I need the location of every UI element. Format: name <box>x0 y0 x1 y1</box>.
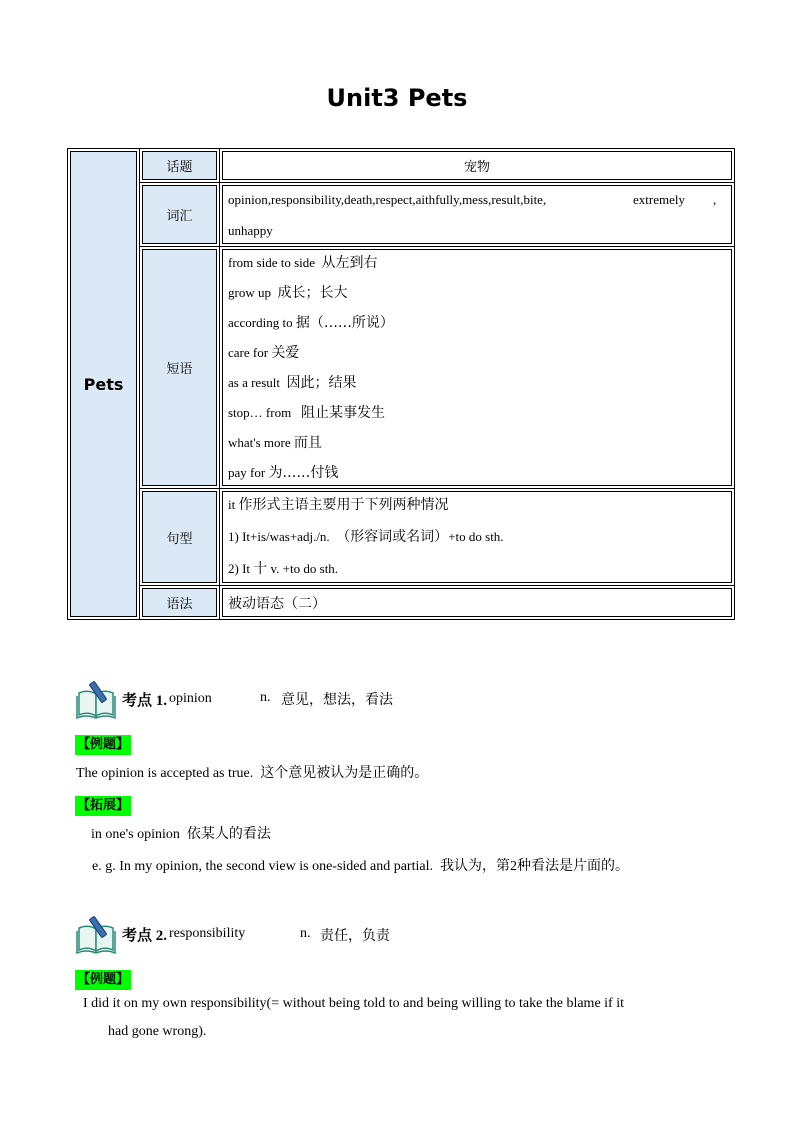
example-sentence: The opinion is accepted as true. 这个意见被认为是正确的。 <box>76 765 429 781</box>
row-category-vocab: 词汇 <box>140 183 220 247</box>
vocab-comma: , <box>713 191 717 207</box>
row-value-grammar: 被动语态（二） <box>220 586 735 620</box>
example-tag: 【例题】 <box>75 735 131 755</box>
key-point-word: responsibility <box>169 926 246 941</box>
vocab-line2: unhappy <box>228 222 273 238</box>
side-label: Pets <box>68 149 140 620</box>
row-value-vocab <box>220 183 735 247</box>
phrase-item: according to 据（……所说） <box>228 314 394 331</box>
key-point-meaning: 意见，想法，看法 <box>281 692 393 708</box>
row-value-topic: 宠物 <box>220 149 735 183</box>
row-category-topic: 话题 <box>140 149 220 183</box>
key-point-label: 考点 2. <box>122 927 168 944</box>
example-tag: 【例题】 <box>75 970 131 990</box>
phrase-item: stop… from 阻止某事发生 <box>228 404 385 421</box>
example-sentence-line1: I did it on my own responsibility(= without being told to and being willing to take the blame if it <box>83 996 624 1011</box>
extend-phrase: in one's opinion 依某人的看法 <box>91 826 271 842</box>
page-title: Unit3 Pets <box>326 84 468 112</box>
book-pen-icon <box>76 914 118 954</box>
unit-summary-table <box>67 148 735 620</box>
row-category-phrases: 短语 <box>140 247 220 489</box>
extend-example: e. g. In my opinion, the second view is one-sided and partial. 我认为，第2种看法是片面的。 <box>92 858 629 874</box>
key-point-word: opinion <box>169 691 212 706</box>
row-category-grammar: 语法 <box>140 586 220 620</box>
key-point-label: 考点 1. <box>122 692 168 709</box>
row-value-phrases <box>220 247 735 489</box>
phrase-item: grow up 成长；长大 <box>228 284 348 301</box>
key-point-meaning: 责任，负责 <box>320 928 390 944</box>
vocab-list: opinion,responsibility,death,respect,aithfully,mess,result,bite, <box>228 191 547 207</box>
example-sentence-line2: had gone wrong). <box>108 1024 207 1039</box>
row-category-sentence: 句型 <box>140 489 220 586</box>
row-value-sentence: it 作形式主语主要用于下列两种情况 1) It+is/was+adj./n. （形容词或名词）+to do sth. 2) It 十 v. +to do sth. <box>220 489 735 586</box>
key-point-2-heading <box>76 914 245 954</box>
key-point-pos: n. <box>300 926 311 941</box>
key-point-pos: n. <box>260 690 271 705</box>
extend-tag: 【拓展】 <box>75 796 131 816</box>
phrase-item: from side to side 从左到右 <box>228 254 378 271</box>
key-point-1-heading <box>76 679 212 719</box>
book-pen-icon <box>76 679 118 719</box>
phrase-item: as a result 因此；结果 <box>228 374 357 391</box>
phrase-item: care for 关爱 <box>228 344 300 361</box>
phrase-item: what's more 而且 <box>228 434 322 451</box>
phrase-item: pay for 为……付钱 <box>228 464 339 481</box>
vocab-word-extremely: extremely <box>633 191 685 207</box>
